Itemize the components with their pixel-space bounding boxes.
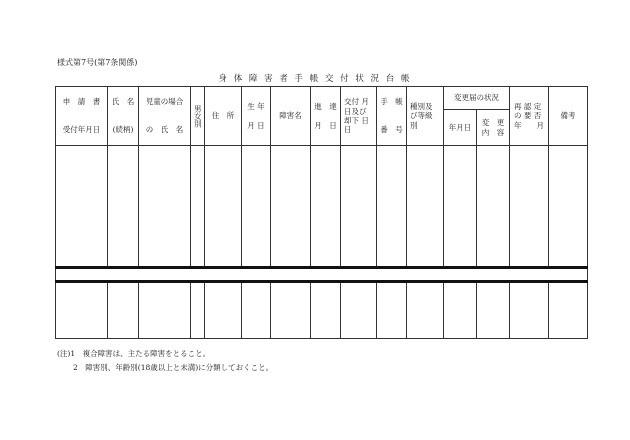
table-cell [139,282,191,339]
table-cell [377,146,407,268]
note-1: (注)1 複合障害は、主たる障害をとること。 [57,349,211,358]
header-text: 進 達 [314,101,337,111]
header-text: 別 [410,120,418,130]
header-sex [191,87,205,146]
table-cell [311,146,341,268]
table-cell [510,282,549,339]
header-text: 住 所 [211,111,235,121]
table-cell [510,146,549,268]
header-delivery-date [311,87,341,146]
header-child-name [139,87,191,146]
document-title: 身 体 障 害 者 手 帳 交 付 状 況 台 帳 [218,74,412,84]
table-cell [271,282,311,339]
ledger-entry-row [56,282,588,339]
table-cell [549,282,588,339]
section-separator [56,268,588,282]
header-text: 交付 月 [344,97,369,107]
header-text: 日 [344,125,352,135]
header-handbook-number [377,87,407,146]
ledger-entry-row [56,146,588,268]
header-text: の 氏 名 [145,125,184,135]
table-cell [377,282,407,339]
separator-cell [549,268,588,282]
notes-section [57,347,273,375]
table-cell [205,146,242,268]
table-cell [56,282,108,339]
table-cell [191,146,205,268]
table-cell [444,146,477,268]
note-2: 2 障害別、年齢別(18歳以上と未満)に分類しておくこと。 [73,363,274,372]
header-text: 変 更 [481,118,505,128]
table-cell [549,146,588,268]
table-cell [311,282,341,339]
header-text: 氏 名 [111,97,135,107]
table-cell [407,146,444,268]
header-remarks [549,87,588,146]
header-text: 生 年 [247,101,265,111]
header-text: 月 日 [314,120,337,130]
header-grade [407,87,444,146]
table-cell [407,282,444,339]
header-text: (続柄) [112,125,134,135]
table-cell [271,146,311,268]
table-cell [242,282,271,339]
header-change-group [444,87,510,110]
table-cell [242,146,271,268]
header-address [205,87,242,146]
header-text: 申 請 書 [62,97,101,107]
table-cell [108,146,139,268]
header-applicant-date [56,87,108,146]
header-text: び等級 [410,111,433,121]
header-text: 備考 [560,111,576,121]
header-issue-date [341,87,377,146]
table-cell [341,146,377,268]
table-cell [56,146,108,268]
header-text: の 要 否 [514,111,542,121]
header-text: 男女別 [193,104,203,128]
header-text: 年 月 [514,120,544,130]
header-text: 変更届の状況 [454,93,499,103]
header-text: 番 号 [380,125,403,135]
table-cell [444,282,477,339]
table-cell [205,282,242,339]
header-name [108,87,139,146]
header-text: 受付年月日 [62,125,101,135]
header-birthdate [242,87,271,146]
header-disability [271,87,311,146]
header-text: 年月日 [448,122,472,132]
table-cell [477,146,510,268]
header-change-content [477,110,510,146]
table-cell [108,282,139,339]
header-change-date [444,110,477,146]
header-text: 手 帳 [380,97,403,107]
header-text: 障害名 [279,111,302,121]
table-cell [341,282,377,339]
header-text: 再 認 定 [514,101,542,111]
table-cell [191,282,205,339]
separator-cell [108,268,549,282]
header-text: 却下 日 [344,116,369,125]
header-text: 日及び [344,106,367,116]
header-text: 内 容 [481,127,505,137]
header-recertification [510,87,549,146]
form-number: 様式第7号(第7条関係) [57,58,138,67]
header-text: 月 日 [247,120,265,130]
ledger-table [55,86,577,341]
separator-cell [56,268,108,282]
table-cell [139,146,191,268]
header-text: 種別及 [410,101,433,111]
table-cell [477,282,510,339]
header-text: 児童の場合 [145,97,184,107]
